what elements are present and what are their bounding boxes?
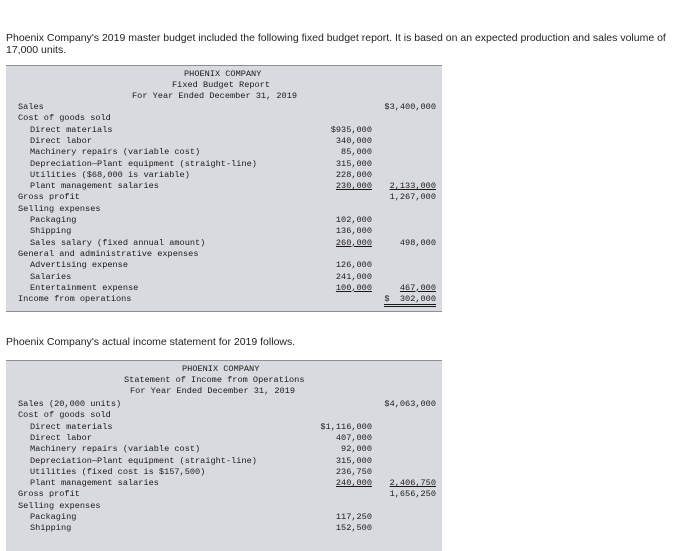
amount-column-2: $ 302,000 (384, 294, 436, 307)
amount-column-1: $1,116,000 (320, 421, 372, 432)
row-label: Direct labor (30, 432, 92, 443)
row-label: Entertainment expense (30, 282, 139, 293)
statement-row (6, 192, 442, 203)
fixed-report-period: For Year Ended December 31, 2019 (132, 91, 298, 101)
row-label: Cost of goods sold (18, 410, 111, 421)
statement-row (6, 125, 442, 136)
actual-company-name: PHOENIX COMPANY (182, 364, 260, 374)
amount-column-1: 236,750 (335, 466, 372, 477)
amount-column-1: 315,000 (335, 158, 372, 169)
statement-row (6, 422, 442, 433)
statement-row (6, 501, 442, 512)
statement-row (6, 170, 442, 181)
row-label: Shipping (30, 226, 72, 237)
row-label: Depreciation—Plant equipment (straight-line) (30, 455, 257, 466)
fixed-report-title: Fixed Budget Report (172, 80, 270, 90)
intro-text: Phoenix Company's 2019 master budget included the following fixed budget report. It is based on an expected production and sales volume of 17,000 units. (6, 32, 666, 56)
amount-column-2: 2,133,000 (389, 181, 436, 192)
row-label: Sales salary (fixed annual amount) (30, 237, 206, 248)
row-label: Advertising expense (30, 260, 128, 271)
amount-column-1: 241,000 (335, 271, 372, 282)
amount-column-1: 136,000 (335, 226, 372, 237)
statement-row (6, 489, 442, 500)
amount-column-1: 228,000 (335, 169, 372, 180)
row-label: Sales (18, 102, 44, 112)
row-label: Selling expenses (18, 203, 101, 214)
row-label: Depreciation—Plant equipment (straight-line) (30, 158, 257, 169)
amount-column-2: $4,063,000 (384, 399, 436, 409)
statement-row (6, 294, 442, 305)
row-label: Income from operations (18, 294, 132, 305)
statement-row (6, 272, 442, 283)
row-label: General and administrative expenses (18, 248, 199, 259)
row-label: Sales (20,000 units) (18, 399, 122, 409)
amount-column-1: 102,000 (335, 215, 372, 225)
row-label: Machinery repairs (variable cost) (30, 444, 201, 455)
statement-row (6, 456, 442, 467)
row-label: Plant management salaries (30, 478, 159, 489)
actual-report-period: For Year Ended December 31, 2019 (130, 386, 296, 396)
row-label: Gross profit (18, 192, 80, 203)
statement-row (6, 512, 442, 523)
mid-text: Phoenix Company's actual income statement for 2019 follows. (6, 336, 296, 348)
amount-column-2: $3,400,000 (384, 102, 436, 112)
statement-row (6, 226, 442, 237)
row-label: Shipping (30, 523, 72, 534)
statement-row (6, 523, 442, 534)
row-label: Direct labor (30, 135, 92, 146)
row-label: Gross profit (18, 489, 80, 500)
row-label: Utilities ($68,000 is variable) (30, 169, 190, 180)
amount-column-1: 240,000 (335, 478, 372, 489)
row-label: Selling expenses (18, 500, 101, 511)
row-label: Cost of goods sold (18, 113, 111, 124)
row-label: Packaging (30, 512, 77, 522)
amount-column-2: 2,406,750 (389, 478, 436, 489)
statement-row (6, 410, 442, 421)
statement-row (6, 444, 442, 455)
divider (6, 311, 442, 312)
amount-column-2: 1,267,000 (389, 192, 436, 203)
statement-row (6, 113, 442, 124)
row-label: Direct materials (30, 124, 113, 135)
row-label: Salaries (30, 271, 72, 282)
fixed-budget-report (6, 65, 442, 312)
amount-column-1: 85,000 (341, 147, 372, 158)
statement-row (6, 283, 442, 294)
amount-column-2: 498,000 (399, 237, 436, 248)
amount-column-1: 117,250 (335, 512, 372, 522)
amount-column-1: 152,500 (335, 523, 372, 534)
statement-row (6, 238, 442, 249)
statement-row (6, 249, 442, 260)
statement-row (6, 260, 442, 271)
amount-column-2: 467,000 (399, 282, 436, 293)
row-label: Packaging (30, 215, 77, 225)
amount-column-1: 92,000 (341, 444, 372, 455)
statement-row (6, 204, 442, 215)
statement-row (6, 147, 442, 158)
statement-row (6, 136, 442, 147)
statement-row (6, 159, 442, 170)
statement-row (6, 478, 442, 489)
statement-row (6, 181, 442, 192)
statement-row (6, 467, 442, 478)
amount-column-1: 260,000 (335, 237, 372, 248)
row-label: Direct materials (30, 421, 113, 432)
statement-row (6, 215, 442, 226)
actual-report-title: Statement of Income from Operations (124, 375, 305, 385)
row-label: Plant management salaries (30, 181, 159, 192)
amount-column-1: 340,000 (335, 135, 372, 146)
amount-column-1: 315,000 (335, 455, 372, 466)
statement-row (6, 433, 442, 444)
actual-income-statement (6, 360, 442, 551)
amount-column-1: 100,000 (335, 282, 372, 293)
fixed-company-name: PHOENIX COMPANY (184, 69, 262, 79)
statement-row (6, 399, 442, 410)
row-label: Machinery repairs (variable cost) (30, 147, 201, 158)
amount-column-1: 126,000 (335, 260, 372, 271)
row-label: Utilities (fixed cost is $157,500) (30, 466, 206, 477)
amount-column-1: 407,000 (335, 432, 372, 443)
amount-column-1: $935,000 (330, 124, 372, 135)
amount-column-1: 230,000 (335, 181, 372, 192)
statement-row (6, 102, 442, 113)
amount-column-2: 1,656,250 (389, 489, 436, 500)
